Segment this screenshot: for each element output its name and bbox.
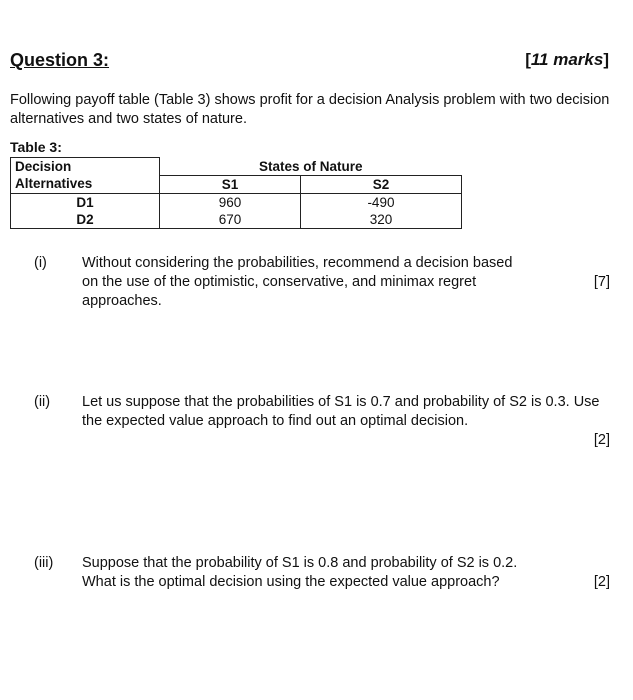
table-row [11,211,462,229]
cell-value: -490 [300,193,461,211]
part-marks: [2] [593,574,610,590]
part-number: (iii) [34,555,54,571]
marks-value: 11 marks [530,50,604,69]
table-row [11,193,462,211]
header-s1: S1 [160,175,301,193]
row-alt: D2 [11,211,160,229]
header-decision: Decision [11,158,160,176]
header-states-of-nature: States of Nature [160,158,462,176]
intro-paragraph: Following payoff table (Table 3) shows profit for a decision Analysis problem with two decision alternatives and two states of nature. [10,92,610,127]
cell-value: 960 [160,193,301,211]
cell-value: 320 [300,211,461,229]
part-marks: [7] [593,274,610,290]
header-s2: S2 [300,175,461,193]
question-marks: [11 marks] [525,50,609,69]
part-number: (i) [34,255,47,271]
cell-value: 670 [160,211,301,229]
part-iii [10,554,610,594]
part-text: Suppose that the probability of S1 is 0.8 and probability of S2 is 0.2. What is the optimal decision using the expected value approach? [82,555,518,590]
row-alt: D1 [11,193,160,211]
payoff-table [10,157,462,229]
part-marks: [2] [593,432,610,448]
question-title: Question 3: [10,50,110,70]
part-text: Let us suppose that the probabilities of S1 is 0.7 and probability of S2 is 0.3. Use the expected value approach to find out an optimal decision. [82,394,600,429]
part-number: (ii) [34,394,51,410]
part-text: Without considering the probabilities, recommend a decision based on the use of the optimistic, conservative, and minimax regret approaches. [82,255,513,309]
part-ii [10,393,610,453]
header-alternatives: Alternatives [11,175,160,193]
table-label: Table 3: [10,139,62,155]
part-i [10,254,610,309]
